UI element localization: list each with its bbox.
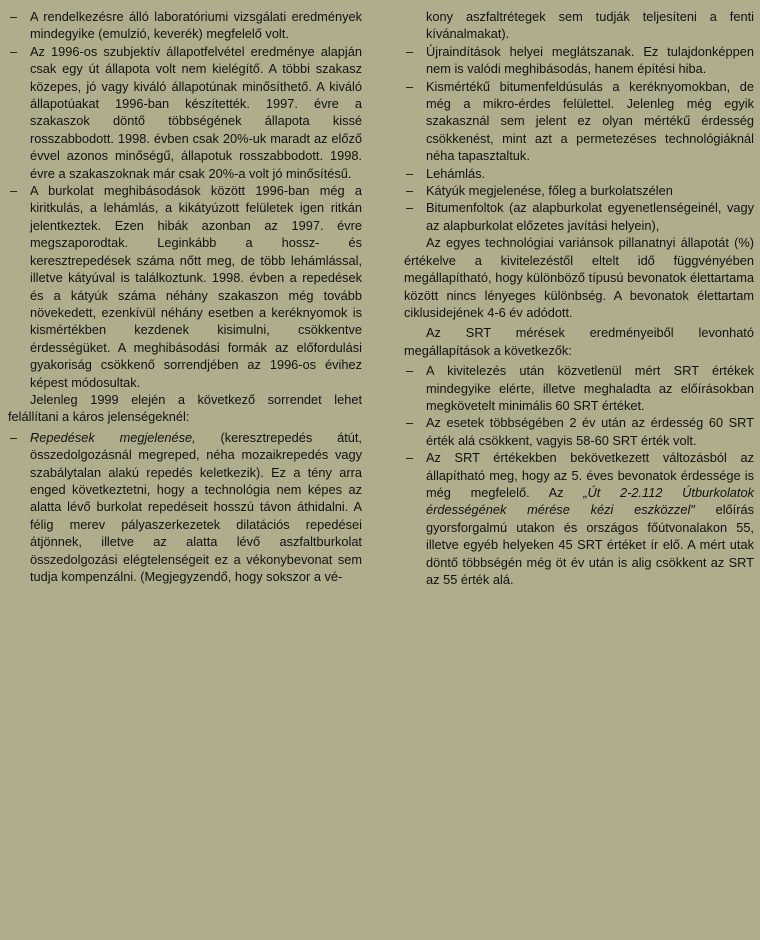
list-dash: –: [406, 200, 414, 216]
list-item: [404, 362, 754, 414]
list-dash: –: [406, 183, 414, 199]
list-item: [404, 182, 754, 199]
list-item-text: kony aszfaltrétegek sem tudják teljesíteni a fenti kívánalmakat).: [426, 9, 754, 42]
list-dash: –: [406, 165, 414, 181]
list-item-text: Kátyúk megjelenése, főleg a burkolatszélen: [426, 183, 673, 199]
paragraph: Az egyes technológiai variánsok pillanatnyi állapotát (%) értékelve a kivitelezéstől eltelt idő függvényében megállapítható, hogy különböző típusú bevonatok élettartama között nincs lényeges különbség. A bevonatok élettartam ciklusidejének 4-6 év adódott.: [404, 235, 754, 320]
list-dash: –: [10, 183, 18, 199]
list-item: [8, 43, 362, 182]
list-item-continuation: [404, 8, 754, 43]
list-item-text: (keresztrepedés átút, összedolgozásnál megreped, néha mozaikrepedés vagy szabálytalan alakú repedés keletkezik). Ez a tény arra enged következtetni, hogy a technológia nem képes az alatta lévő burkolat repedéseit hosszú távon áthidalni. A félig merev pályaszerkezetek dilatációs repedései átjönnek, illetve az alatta lévő aszfaltburkolat összedolgozási elégtelenségeit ez a vékonybevonat sem tudja kompenzálni. (Megjegyzendő, hogy sokszor a vé-: [30, 429, 362, 584]
list-item-text: A kivitelezés után közvetlenül mért SRT értékek mindegyike elérte, illetve meghaladta az előírásokban megkövetelt minimális 60 SRT értéket.: [426, 363, 754, 413]
list-item-text: Az 1996-os szubjektív állapotfelvétel eredménye alapján csak egy út állapota volt nem kielégítő. A többi szakasz közepes, jó vagy kiváló állapotúnak minősíthető. A kiváló állapotúakat 1996-ban készítették. 1997. évre a szakaszok döntő többségének állapota kissé rosszabbodott. 1998. évben csak 20%-uk maradt az előző évvel azonos minőségű, állapotuk rosszabbodott. 1998. évre a szakaszoknak már csak 20%-a volt jó minősítésű.: [30, 43, 362, 181]
list-item: [404, 165, 754, 182]
list-item-text: Bitumenfoltok (az alapburkolat egyenetlenségeinél, vagy az alapburkolat előzetes javítási helyein),: [426, 200, 754, 233]
list-dash: –: [406, 450, 414, 466]
list-item-text: Újraindítások helyei meglátszanak. Ez tulajdonképpen nem is valódi meghibásodás, hanem építési hiba.: [426, 43, 754, 77]
list-item-text: Lehámlás.: [426, 165, 486, 181]
list-dash: –: [406, 43, 414, 59]
right-column: [404, 8, 754, 588]
list-item: [404, 199, 754, 234]
list-item: [404, 414, 754, 449]
left-column: [8, 8, 362, 585]
list-item-text: Az SRT értékekben bekövetkezett változásból az állapítható meg, hogy az 5. éves bevonatok érdessége is még megfelelő. Az: [426, 450, 754, 500]
list-item-text: Az esetek többségében 2 év után az érdesség 60 SRT érték alá csökkent, vagyis 58-60 SRT érték volt.: [426, 415, 754, 448]
list-dash: –: [10, 43, 18, 59]
list-item-text: Kismértékű bitumenfeldúsulás a keréknyomokban, de még a mikro-érdes felülettel. Jelenleg még egyik szakasznál sem jelent ez olyan mértékű érdesség csökkenést, mint azt a permetezéses technológiáknál néha tapasztaltuk.: [426, 78, 754, 164]
list-dash: –: [406, 415, 414, 431]
list-item-text: A burkolat meghibásodások között 1996-ban még a kiritkulás, a lehámlás, a kikátyúzott felületek igen ritkán jelentkeztek. Ezen hibák azonban az 1997. évre megszaporodtak. Leginkább a hossz- és keresztrepedések száma nőtt meg, de több lehámlással, illetve kátyúval is találkoztunk. 1998. évben a repedések és a kátyúk száma néhány szakaszon még tovább növekedett, ezenkívül néhány esetben a keréknyomok is kismértékben kezdenek kisimulni, csökkentve érdességüket. A meghibásodási formák az előfordulási gyakoriság csökkenő sorrendjében az 1996-os évihez képest módosultak.: [30, 183, 362, 390]
list-item-text: előírás gyorsforgalmú utakon és országos főútvonalakon 55, illetve egyéb helyeken 45 SRT értéket ír elő. A mért utak döntő többségén még öt év után is alig csökkent az SRT az 55 érték alá.: [426, 502, 754, 587]
list-item-text: A rendelkezésre álló laboratóriumi vizsgálati eredmények mindegyike (emulzió, keverék) megfelelő volt.: [30, 9, 362, 42]
list-item: [404, 78, 754, 165]
paragraph: Jelenleg 1999 elején a következő sorrendet lehet felállítani a káros jelenségeknél:: [8, 391, 362, 425]
list-item-italic-text: Repedések megjelenése,: [30, 429, 196, 445]
list-item: [8, 429, 362, 586]
list-dash: –: [406, 78, 414, 94]
list-dash: –: [406, 363, 414, 379]
list-item: [404, 449, 754, 588]
list-item-italic-text: „Út 2-2.112 Útburkolatok érdességének mérése kézi eszközzel": [426, 484, 754, 518]
list-dash: –: [10, 429, 18, 445]
list-item: [404, 43, 754, 78]
list-item: [8, 182, 362, 391]
list-dash: –: [10, 9, 18, 24]
list-item: [8, 8, 362, 43]
paragraph: Az SRT mérések eredményeiből levonható megállapítások a következők:: [404, 325, 754, 358]
